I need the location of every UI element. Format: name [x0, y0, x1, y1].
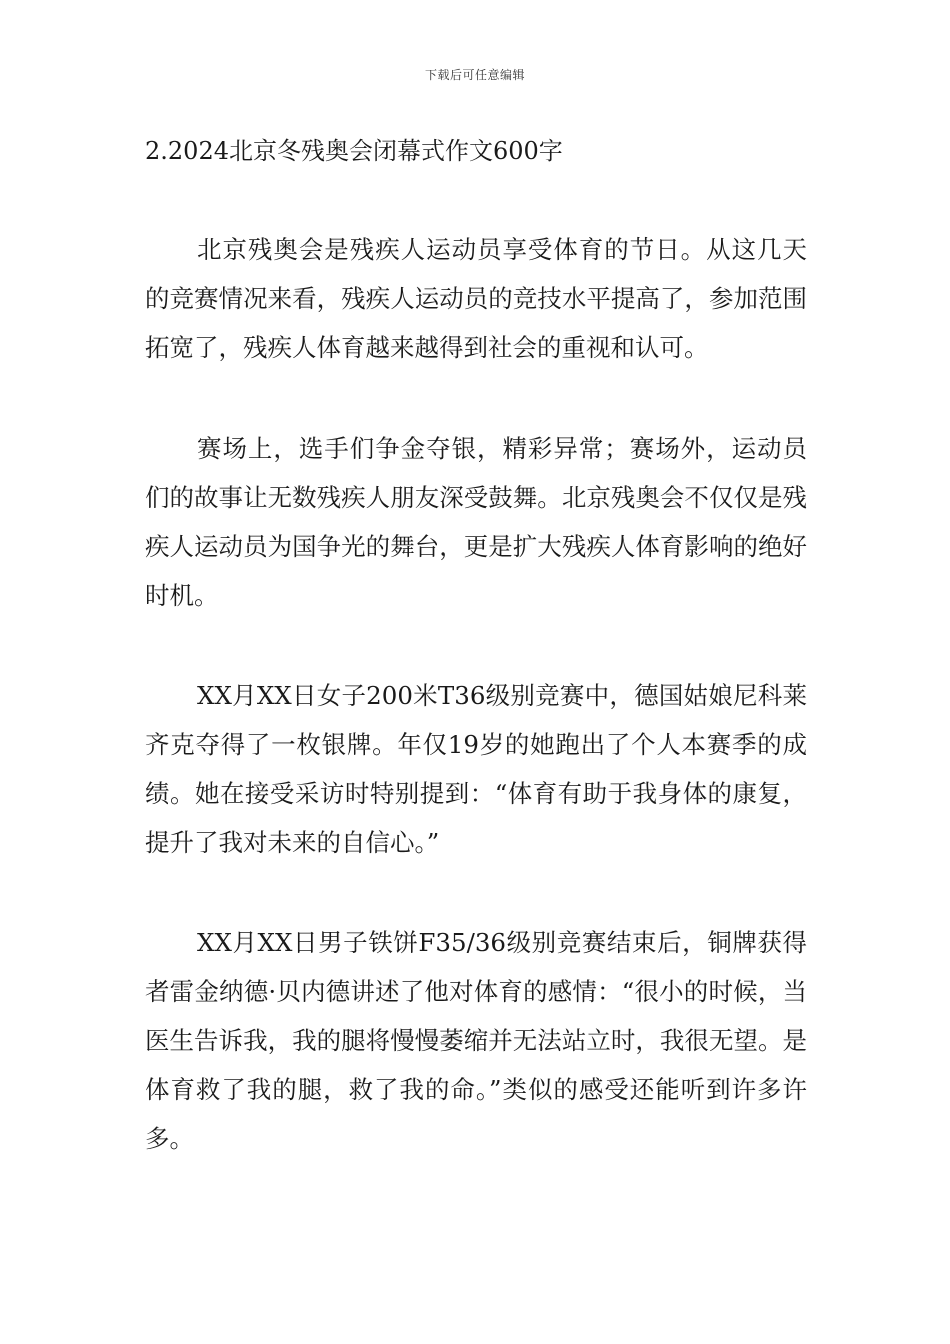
paragraph-3: XX月XX日女子200米T36级别竞赛中，德国姑娘尼科莱齐克夺得了一枚银牌。年仅19岁的她跑出了个人本赛季的成绩。她在接受采访时特别提到：“体育有助于我身体的康复，提升了我对未来的自信心。”: [145, 681, 807, 857]
document-title: 2.2024北京冬残奥会闭幕式作文600字: [145, 137, 563, 165]
paragraph-2: 赛场上，选手们争金夺银，精彩异常；赛场外，运动员们的故事让无数残疾人朋友深受鼓舞。北京残奥会不仅仅是残疾人运动员为国争光的舞台，更是扩大残疾人体育影响的绝好时机。: [145, 434, 807, 610]
header-note: 下载后可任意编辑: [424, 68, 525, 82]
paragraph-4: XX月XX日男子铁饼F35/36级别竞赛结束后，铜牌获得者雷金纳德·贝内德讲述了他对体育的感情：“很小的时候，当医生告诉我，我的腿将慢慢萎缩并无法站立时，我很无望。是体育救了我的腿，救了我的命。”类似的感受还能听到许多许多。: [145, 928, 807, 1153]
paragraph-1: 北京残奥会是残疾人运动员享受体育的节日。从这几天的竞赛情况来看，残疾人运动员的竞技水平提高了，参加范围拓宽了，残疾人体育越来越得到社会的重视和认可。: [145, 235, 807, 362]
